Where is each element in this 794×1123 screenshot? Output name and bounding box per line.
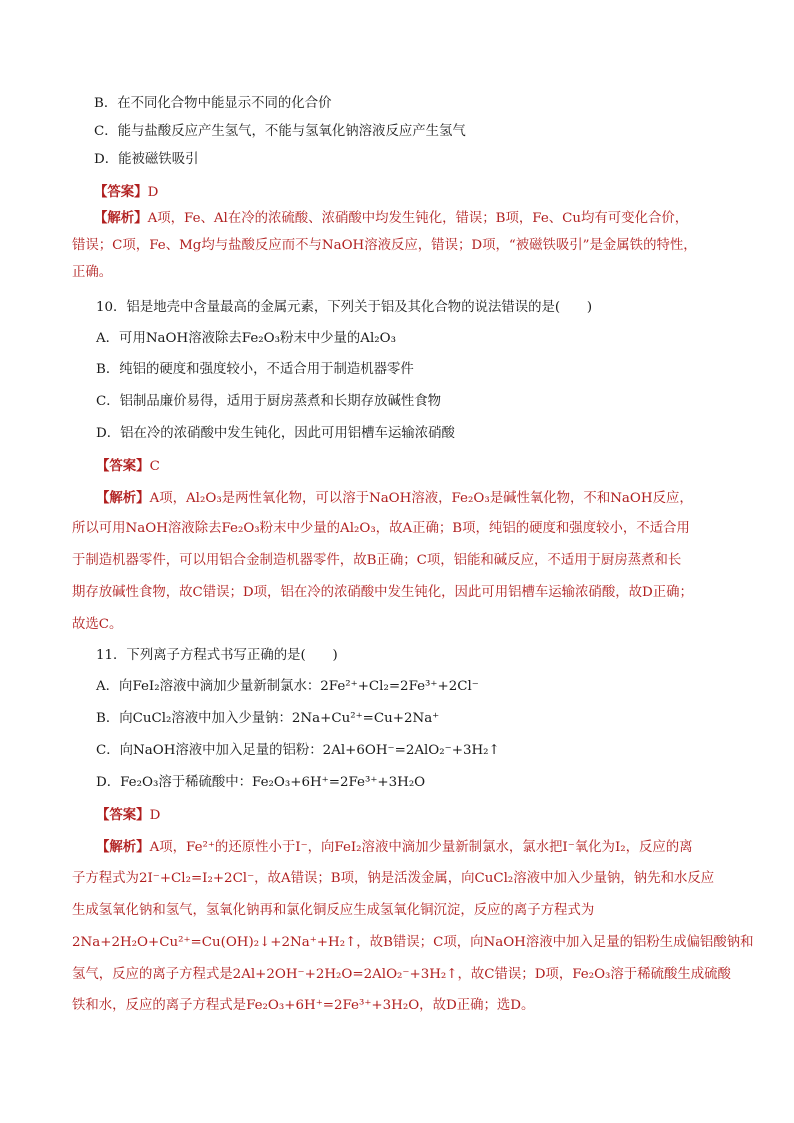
q9-option-d: D．能被磁铁吸引 [94, 152, 199, 167]
q11-analysis-line-6: 铁和水，反应的离子方程式是Fe₂O₃+6H⁺=2Fe³⁺+3H₂O，故D正确；选D。 [72, 998, 535, 1013]
q10-analysis-line-4: 期存放碱性食物，故C错误；D项，铝在冷的浓硝酸中发生钝化，因此可用铝槽车运输浓硝酸，故D正确； [72, 585, 693, 600]
q10-option-a: A．可用NaOH溶液除去Fe₂O₃粉末中少量的Al₂O₃ [96, 331, 396, 346]
q11-analysis-text-1: A项，Fe²⁺的还原性小于I⁻，向FeI₂溶液中滴加少量新制氯水，氯水把I⁻氧化为I₂，反应的离 [149, 840, 693, 855]
q9-answer-value: D [147, 185, 159, 200]
q9-analysis-line-3: 正确。 [72, 265, 113, 280]
q9-analysis-line-1 [94, 208, 688, 229]
q10-answer [96, 456, 160, 477]
q9-analysis-text-1: A项，Fe、Al在冷的浓硫酸、浓硝酸中均发生钝化，错误；B项，Fe、Cu均有可变化合价， [147, 211, 689, 226]
q11-answer-label: 【答案】 [96, 807, 150, 823]
q11-analysis-line-1 [96, 837, 693, 858]
q10-analysis-line-2: 所以可用NaOH溶液除去Fe₂O₃粉末中少量的Al₂O₃，故A正确；B项，纯铝的硬度和强度较小，不适合用 [72, 521, 690, 536]
q10-analysis-line-1 [96, 488, 693, 509]
q11-analysis-line-5: 氢气，反应的离子方程式是2Al+2OH⁻+2H₂O=2AlO₂⁻+3H₂↑，故C错误；D项，Fe₂O₃溶于稀硫酸生成硫酸 [72, 967, 731, 982]
q9-analysis-label: 【解析】 [94, 210, 148, 226]
q11-option-a: A．向FeI₂溶液中滴加少量新制氯水：2Fe²⁺+Cl₂=2Fe³⁺+2Cl⁻ [96, 679, 479, 694]
q9-option-b: B．在不同化合物中能显示不同的化合价 [94, 96, 332, 111]
q10-stem: 10．铝是地壳中含量最高的金属元素，下列关于铝及其化合物的说法错误的是( ) [96, 300, 593, 315]
q10-answer-label: 【答案】 [96, 458, 150, 474]
q11-option-d: D．Fe₂O₃溶于稀硫酸中：Fe₂O₃+6H⁺=2Fe³⁺+3H₂O [96, 775, 426, 790]
q9-option-c: C．能与盐酸反应产生氢气，不能与氢氧化钠溶液反应产生氢气 [94, 124, 466, 139]
q11-analysis-line-2: 子方程式为2I⁻+Cl₂=I₂+2Cl⁻，故A错误；B项，钠是活泼金属，向CuCl₂溶液中加入少量钠，钠先和水反应 [72, 871, 715, 886]
q10-analysis-line-5: 故选C。 [72, 617, 123, 632]
q10-option-b: B．纯铝的硬度和强度较小，不适合用于制造机器零件 [96, 362, 414, 377]
q10-analysis-line-3: 于制造机器零件，可以用铝合金制造机器零件，故B正确；C项，铝能和碱反应，不适用于厨房蒸煮和长 [72, 553, 682, 568]
q10-analysis-text-1: A项，Al₂O₃是两性氧化物，可以溶于NaOH溶液，Fe₂O₃是碱性氧化物，不和NaOH反应， [149, 491, 693, 506]
q11-stem: 11．下列离子方程式书写正确的是( ) [96, 648, 338, 663]
q11-answer-value: D [149, 808, 161, 823]
q9-analysis-line-2: 错误；C项，Fe、Mg均与盐酸反应而不与NaOH溶液反应，错误；D项，“被磁铁吸引”是金属铁的特性， [72, 238, 697, 253]
q11-analysis-line-4: 2Na+2H₂O+Cu²⁺=Cu(OH)₂↓+2Na⁺+H₂↑，故B错误；C项，向NaOH溶液中加入足量的铝粉生成偏铝酸钠和 [72, 935, 754, 950]
q10-analysis-label: 【解析】 [96, 490, 150, 506]
q10-option-d: D．铝在冷的浓硝酸中发生钝化，因此可用铝槽车运输浓硝酸 [96, 426, 455, 441]
q10-answer-value: C [149, 459, 160, 474]
q11-option-c: C．向NaOH溶液中加入足量的铝粉：2Al+6OH⁻=2AlO₂⁻+3H₂↑ [96, 743, 500, 758]
q11-analysis-label: 【解析】 [96, 839, 150, 855]
q10-option-c: C．铝制品廉价易得，适用于厨房蒸煮和长期存放碱性食物 [96, 394, 442, 409]
q11-option-b: B．向CuCl₂溶液中加入少量钠：2Na+Cu²⁺=Cu+2Na⁺ [96, 711, 440, 726]
q11-answer [96, 805, 160, 826]
q9-answer-label: 【答案】 [94, 184, 148, 200]
q9-answer [94, 182, 158, 203]
q11-analysis-line-3: 生成氢氧化钠和氢气，氢氧化钠再和氯化铜反应生成氢氧化铜沉淀，反应的离子方程式为 [72, 903, 595, 918]
